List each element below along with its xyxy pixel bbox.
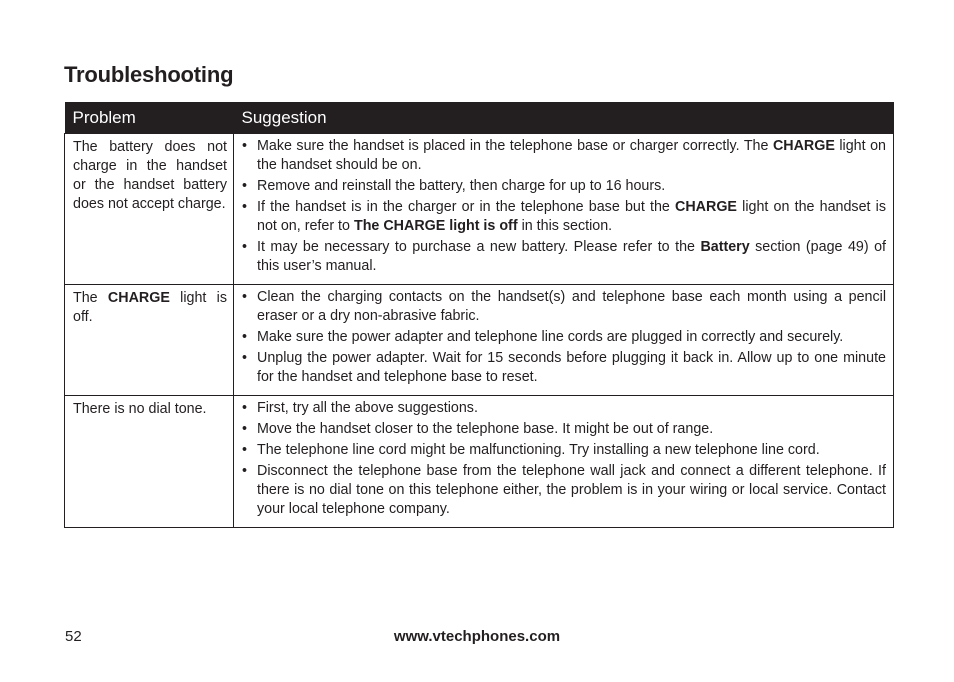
suggestion-item: • First, try all the above suggestions. (242, 399, 886, 418)
suggestion-item: • Clean the charging contacts on the handset(s) and telephone base each month using a pencil eraser or a dry non-abrasive fabric. (242, 288, 886, 326)
footer-url: www.vtechphones.com (393, 628, 561, 645)
table-row (65, 396, 894, 528)
suggestion-cell (234, 396, 894, 528)
table-header-row (65, 102, 894, 134)
suggestion-item: • Make sure the handset is placed in the telephone base or charger correctly. The CHARGE light on the handset should be on. (242, 137, 886, 175)
suggestion-list (242, 137, 886, 276)
suggestion-item: • Remove and reinstall the battery, then charge for up to 16 hours. (242, 177, 886, 196)
page-title: Troubleshooting (64, 62, 234, 87)
suggestion-cell (234, 134, 894, 285)
suggestion-item: • It may be necessary to purchase a new battery. Please refer to the Battery section (page 49) of this user’s manual. (242, 238, 886, 276)
suggestion-list (242, 399, 886, 519)
suggestion-item: • The telephone line cord might be malfunctioning. Try installing a new telephone line cord. (242, 441, 886, 460)
problem-cell (65, 396, 234, 528)
troubleshooting-table (64, 102, 894, 528)
column-header-suggestion: Suggestion (234, 102, 894, 134)
problem-text: There is no dial tone. (73, 401, 207, 417)
suggestion-item: • Make sure the power adapter and telephone line cords are plugged in correctly and securely. (242, 328, 886, 347)
table-row (65, 285, 894, 396)
suggestion-cell (234, 285, 894, 396)
table-row (65, 134, 894, 285)
page-number: 52 (65, 628, 82, 645)
problem-cell (65, 134, 234, 285)
suggestion-item: • Unplug the power adapter. Wait for 15 seconds before plugging it back in. Allow up to one minute for the handset and telephone base to reset. (242, 349, 886, 387)
suggestion-item: • Disconnect the telephone base from the telephone wall jack and connect a different telephone. If there is no dial tone on this telephone either, the problem is in your wiring or local service. Contact your local telephone company. (242, 462, 886, 519)
suggestion-item: • If the handset is in the charger or in the telephone base but the CHARGE light on the handset is not on, refer to The CHARGE light is off in this section. (242, 198, 886, 236)
column-header-problem: Problem (65, 102, 234, 134)
suggestion-list (242, 288, 886, 387)
suggestion-item: • Move the handset closer to the telephone base. It might be out of range. (242, 420, 886, 439)
problem-text: The battery does not charge in the handset or the handset battery does not accept charge. (73, 139, 227, 212)
problem-cell: The CHARGE light is off. (65, 285, 234, 396)
